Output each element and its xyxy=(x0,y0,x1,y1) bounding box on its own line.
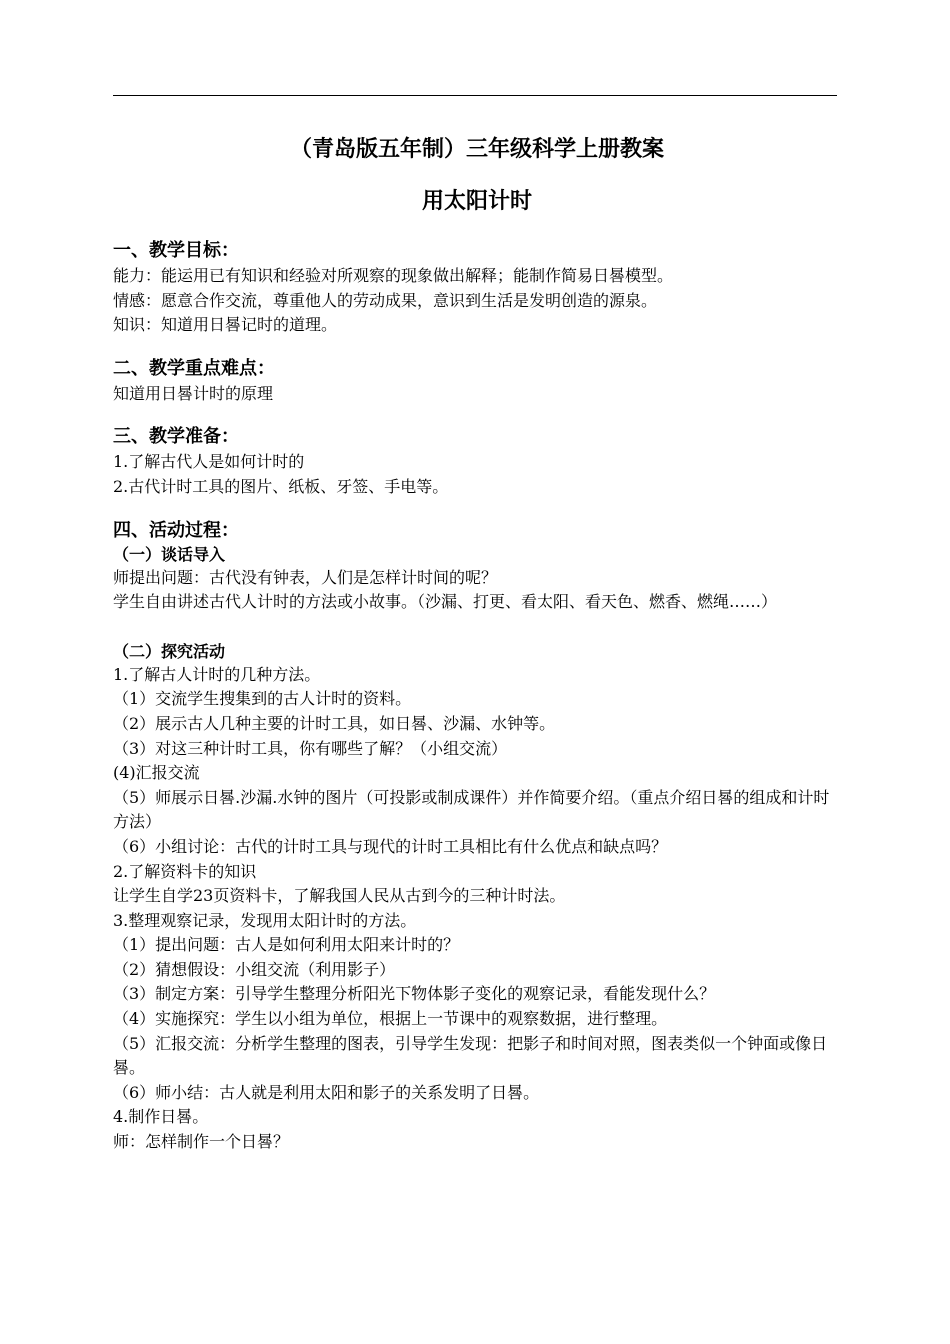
header-rule xyxy=(113,95,837,96)
goal-line: 情感：愿意合作交流，尊重他人的劳动成果，意识到生活是发明创造的源泉。 xyxy=(113,290,658,310)
process-line: （3）制定方案：引导学生整理分析阳光下物体影子变化的观察记录，看能发现什么？ xyxy=(113,984,716,1004)
process-line: 2.了解资料卡的知识 xyxy=(113,861,257,881)
spacer xyxy=(113,615,841,641)
process-line: （5）汇报交流：分析学生整理的图表，引导学生发现：把影子和时间对照，图表类似一个钟面或像日晷。 xyxy=(113,1033,828,1078)
section-heading: 三、教学准备： xyxy=(113,426,239,448)
process-line: (4)汇报交流 xyxy=(113,763,200,783)
section-goals xyxy=(113,238,841,338)
section-key-points xyxy=(113,356,841,407)
subsection-heading-explore: （二）探究活动 xyxy=(113,641,226,661)
process-line: （2）展示古人几种主要的计时工具，如日晷、沙漏、水钟等。 xyxy=(113,713,556,733)
process-line: 师：怎样制作一个日晷？ xyxy=(113,1132,290,1152)
section-heading: 一、教学目标： xyxy=(113,240,239,261)
process-line: 学生自由讲述古代人计时的方法或小故事。（沙漏、打更、看太阳、看天色、燃香、燃绳……） xyxy=(113,592,778,612)
goal-line: 能力：能运用已有知识和经验对所观察的现象做出解释；能制作简易日晷模型。 xyxy=(113,266,674,285)
process-line: （2）猜想假设：小组交流（利用影子） xyxy=(113,959,396,979)
process-line: （4）实施探究：学生以小组为单位，根据上一节课中的观察数据，进行整理。 xyxy=(113,1009,668,1029)
process-line: 4.制作日晷。 xyxy=(113,1107,209,1127)
lesson-title: 用太阳计时 xyxy=(421,189,532,214)
section-heading: 四、活动过程： xyxy=(113,519,239,541)
process-line: （1）交流学生搜集到的古人计时的资料。 xyxy=(113,689,412,709)
process-line: 师提出问题：古代没有钟表，人们是怎样计时间的呢？ xyxy=(113,567,498,587)
process-line: （3）对这三种计时工具，你有哪些了解？（小组交流） xyxy=(113,738,508,758)
process-line: （6）小组讨论：古代的计时工具与现代的计时工具相比有什么优点和缺点吗？ xyxy=(113,836,668,856)
section-heading: 二、教学重点难点： xyxy=(113,357,275,379)
document-title: （青岛版五年制）三年级科学上册教案 xyxy=(289,137,664,162)
document-body xyxy=(113,132,841,1155)
process-line: 1.了解古人计时的几种方法。 xyxy=(113,664,321,684)
section-preparation xyxy=(113,424,841,499)
process-line: （1）提出问题：古人是如何利用太阳来计时的？ xyxy=(113,935,460,955)
process-line: 让学生自学23页资料卡，了解我国人民从古到今的三种计时法。 xyxy=(113,886,566,906)
process-line: （5）师展示日晷.沙漏.水钟的图片（可投影或制成课件）并作简要介绍。（重点介绍日晷的组成和计时方法） xyxy=(113,787,830,832)
subsection-heading-intro: （一）谈话导入 xyxy=(113,544,226,564)
section-process xyxy=(113,518,841,1155)
process-line: 3.整理观察记录，发现用太阳计时的方法。 xyxy=(113,910,417,930)
preparation-line: 2.古代计时工具的图片、纸板、牙签、手电等。 xyxy=(113,476,449,496)
preparation-line: 1.了解古代人是如何计时的 xyxy=(113,452,305,472)
process-line: （6）师小结：古人就是利用太阳和影子的关系发明了日晷。 xyxy=(113,1082,540,1102)
key-point-line: 知道用日晷计时的原理 xyxy=(113,383,274,403)
goal-line: 知识：知道用日晷记时的道理。 xyxy=(113,315,338,335)
